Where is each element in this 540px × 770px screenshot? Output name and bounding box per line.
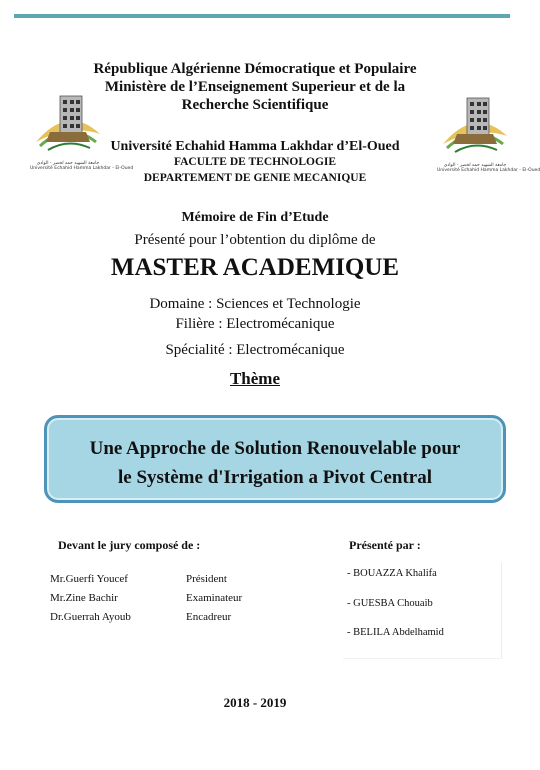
jury-member-name: Dr.Guerrah Ayoub: [50, 611, 131, 623]
header-block: [0, 60, 510, 114]
logo-caption-arabic: جامعة الشهيد حمه لخضر - الوادي: [443, 163, 507, 169]
degree-title: MASTER ACADEMIQUE: [110, 254, 400, 281]
specialite-line: Spécialité : Electromécanique: [165, 342, 345, 358]
theme-title-line2: le Système d'Irrigation a Pivot Central: [118, 467, 432, 488]
jury-member-role: Examinateur: [186, 592, 243, 604]
university-name: Université Echahid Hamma Lakhdar d’El-Oued: [110, 139, 400, 154]
presenters-heading: Présenté par :: [349, 538, 421, 552]
document-purpose: Présenté pour l’obtention du diplôme de: [134, 232, 376, 248]
academic-year: 2018 - 2019: [223, 695, 287, 710]
jury-heading: Devant le jury composé de :: [58, 538, 201, 552]
theme-title-box: [44, 415, 506, 503]
faculty-name: FACULTE DE TECHNOLOGIE: [173, 156, 337, 168]
document-type: Mémoire de Fin d’Etude: [181, 210, 329, 225]
domain-line: Domaine : Sciences et Technologie: [149, 296, 361, 312]
logo-caption-latin: Université Echahid Hamma Lakhdar - El-Oued: [437, 168, 540, 174]
jury-member-name: Mr.Zine Bachir: [50, 592, 118, 604]
jury-member-role: Président: [186, 573, 227, 585]
presenter-name: - GUESBA Chouaib: [347, 598, 433, 609]
theme-title-line1: Une Approche de Solution Renouvelable pour: [89, 438, 461, 459]
header-ministry: Ministère de l’Enseignement Superieur et de la: [104, 79, 406, 95]
theme-label: Thème: [229, 369, 281, 388]
jury-member-role: Encadreur: [186, 611, 232, 623]
department-name: DEPARTEMENT DE GENIE MECANIQUE: [143, 172, 367, 184]
logo-caption-arabic: جامعة الشهيد حمه لخضر - الوادي: [36, 161, 100, 167]
jury-member-name: Mr.Guerfi Youcef: [50, 573, 128, 585]
header-ministry-cont: Recherche Scientifique: [181, 97, 329, 113]
presenter-name: - BELILA Abdelhamid: [347, 627, 444, 638]
header-republic: République Algérienne Démocratique et Populaire: [93, 61, 417, 77]
filiere-line: Filière : Electromécanique: [175, 316, 335, 332]
top-accent-line: [14, 14, 510, 18]
logo-caption-latin: Université Echahid Hamma Lakhdar - El-Oued: [30, 166, 134, 172]
presenter-name: - BOUAZZA Khalifa: [347, 568, 437, 579]
